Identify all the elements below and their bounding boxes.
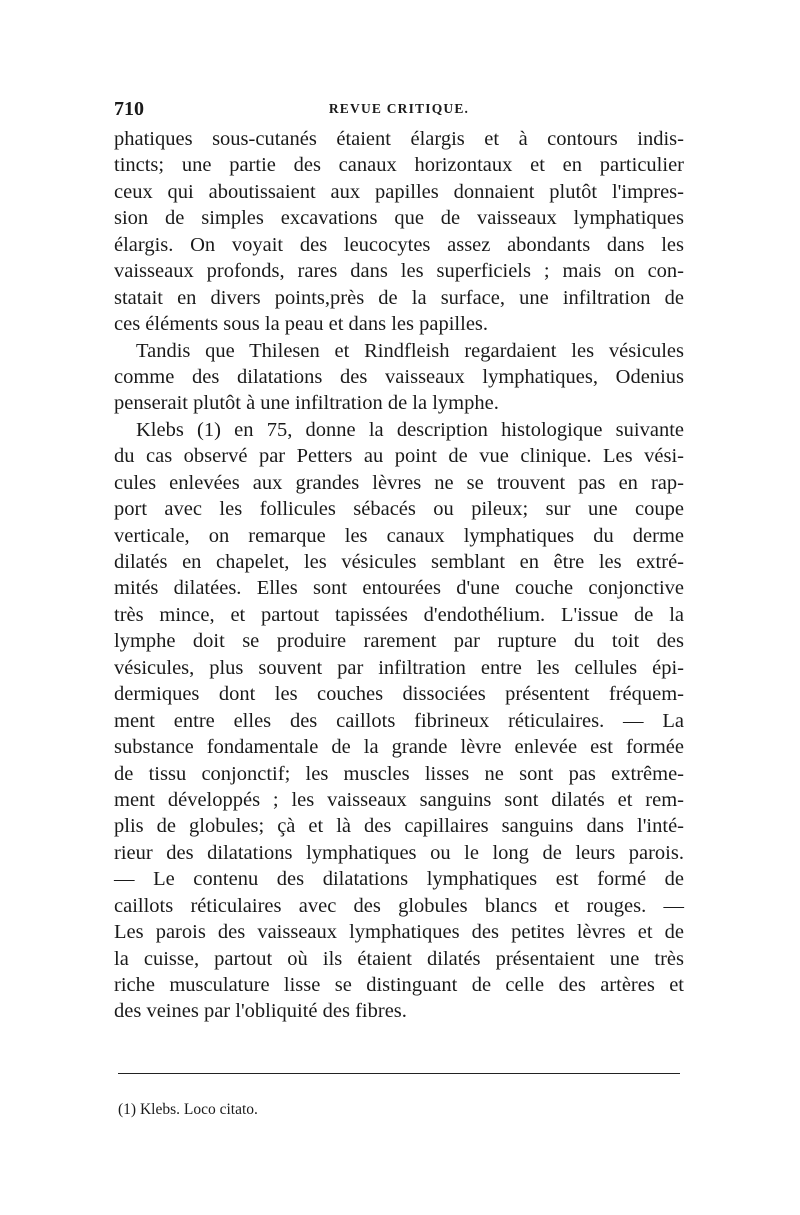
- text-line: Klebs (1) en 75, donne la description histologique suivante: [136, 418, 684, 441]
- text-line: Les parois des vaisseaux lymphatiques des petites lèvres et de: [114, 921, 684, 944]
- text-line: penserait plutôt à une infiltration de la lymphe.: [114, 392, 499, 415]
- text-line: statait en divers points,près de la surface, une infiltration de: [114, 286, 684, 309]
- text-line: de tissu conjonctif; les muscles lisses ne sont pas extrême-: [114, 762, 684, 785]
- page-number: 710: [114, 98, 144, 120]
- text-line: du cas observé par Petters au point de vue clinique. Les vési-: [114, 445, 684, 468]
- text-line: tincts; une partie des canaux horizontaux et en particulier: [114, 154, 684, 177]
- paragraph: [114, 126, 684, 338]
- text-line: port avec les follicules sébacés ou pileux; sur une coupe: [114, 498, 684, 521]
- text-line: ment développés ; les vaisseaux sanguins sont dilatés et rem-: [114, 788, 684, 811]
- text-line: comme des dilatations des vaisseaux lymphatiques, Odenius: [114, 365, 684, 388]
- page-header: [114, 98, 684, 122]
- text-line: ceux qui aboutissaient aux papilles donnaient plutôt l'impres-: [114, 180, 684, 203]
- text-line: phatiques sous-cutanés étaient élargis et à contours indis-: [114, 128, 684, 150]
- text-line: dermiques dont les couches dissociées présentent fréquem-: [114, 683, 684, 706]
- text-line: sion de simples excavations que de vaisseaux lymphatiques: [114, 207, 684, 230]
- text-line: cules enlevées aux grandes lèvres ne se trouvent pas en rap-: [114, 471, 684, 494]
- text-line: rieur des dilatations lymphatiques ou le long de leurs parois.: [114, 841, 684, 864]
- text-line: vésicules, plus souvent par infiltration entre les cellules épi-: [114, 656, 684, 679]
- text-line: lymphe doit se produire rarement par rupture du toit des: [114, 630, 684, 653]
- text-line: mités dilatées. Elles sont entourées d'une couche conjonctive: [114, 577, 684, 600]
- text-line: plis de globules; çà et là des capillaires sanguins dans l'inté-: [114, 815, 684, 838]
- footnote-rule: [118, 1073, 680, 1074]
- footnote: (1) Klebs. Loco citato.: [118, 1101, 258, 1118]
- text-line: verticale, on remarque les canaux lymphatiques du derme: [114, 524, 684, 547]
- text-line: riche musculature lisse se distinguant de celle des artères et: [114, 974, 684, 996]
- text-line: vaisseaux profonds, rares dans les superficiels ; mais on con-: [114, 260, 684, 283]
- text-line: la cuisse, partout où ils étaient dilatés présentaient une très: [114, 947, 684, 970]
- text-line: des veines par l'obliquité des fibres.: [114, 1000, 407, 1023]
- text-line: Tandis que Thilesen et Rindfleish regardaient les vésicules: [136, 339, 684, 362]
- paragraph: [114, 338, 684, 417]
- body-text: [114, 126, 684, 1025]
- running-title: REVUE CRITIQUE.: [328, 101, 470, 116]
- text-line: ment entre elles des caillots fibrineux réticulaires. — La: [114, 709, 684, 732]
- text-line: ces éléments sous la peau et dans les papilles.: [114, 313, 489, 336]
- text-line: — Le contenu des dilatations lymphatiques est formé de: [114, 868, 684, 891]
- text-line: caillots réticulaires avec des globules blancs et rouges. —: [114, 894, 684, 917]
- paragraph: [114, 417, 684, 1025]
- text-line: très mince, et partout tapissées d'endothélium. L'issue de la: [114, 603, 684, 626]
- text-line: élargis. On voyait des leucocytes assez abondants dans les: [114, 233, 684, 256]
- text-line: dilatés en chapelet, les vésicules semblant en être les extré-: [114, 551, 684, 573]
- text-line: substance fondamentale de la grande lèvre enlevée est formée: [114, 736, 684, 759]
